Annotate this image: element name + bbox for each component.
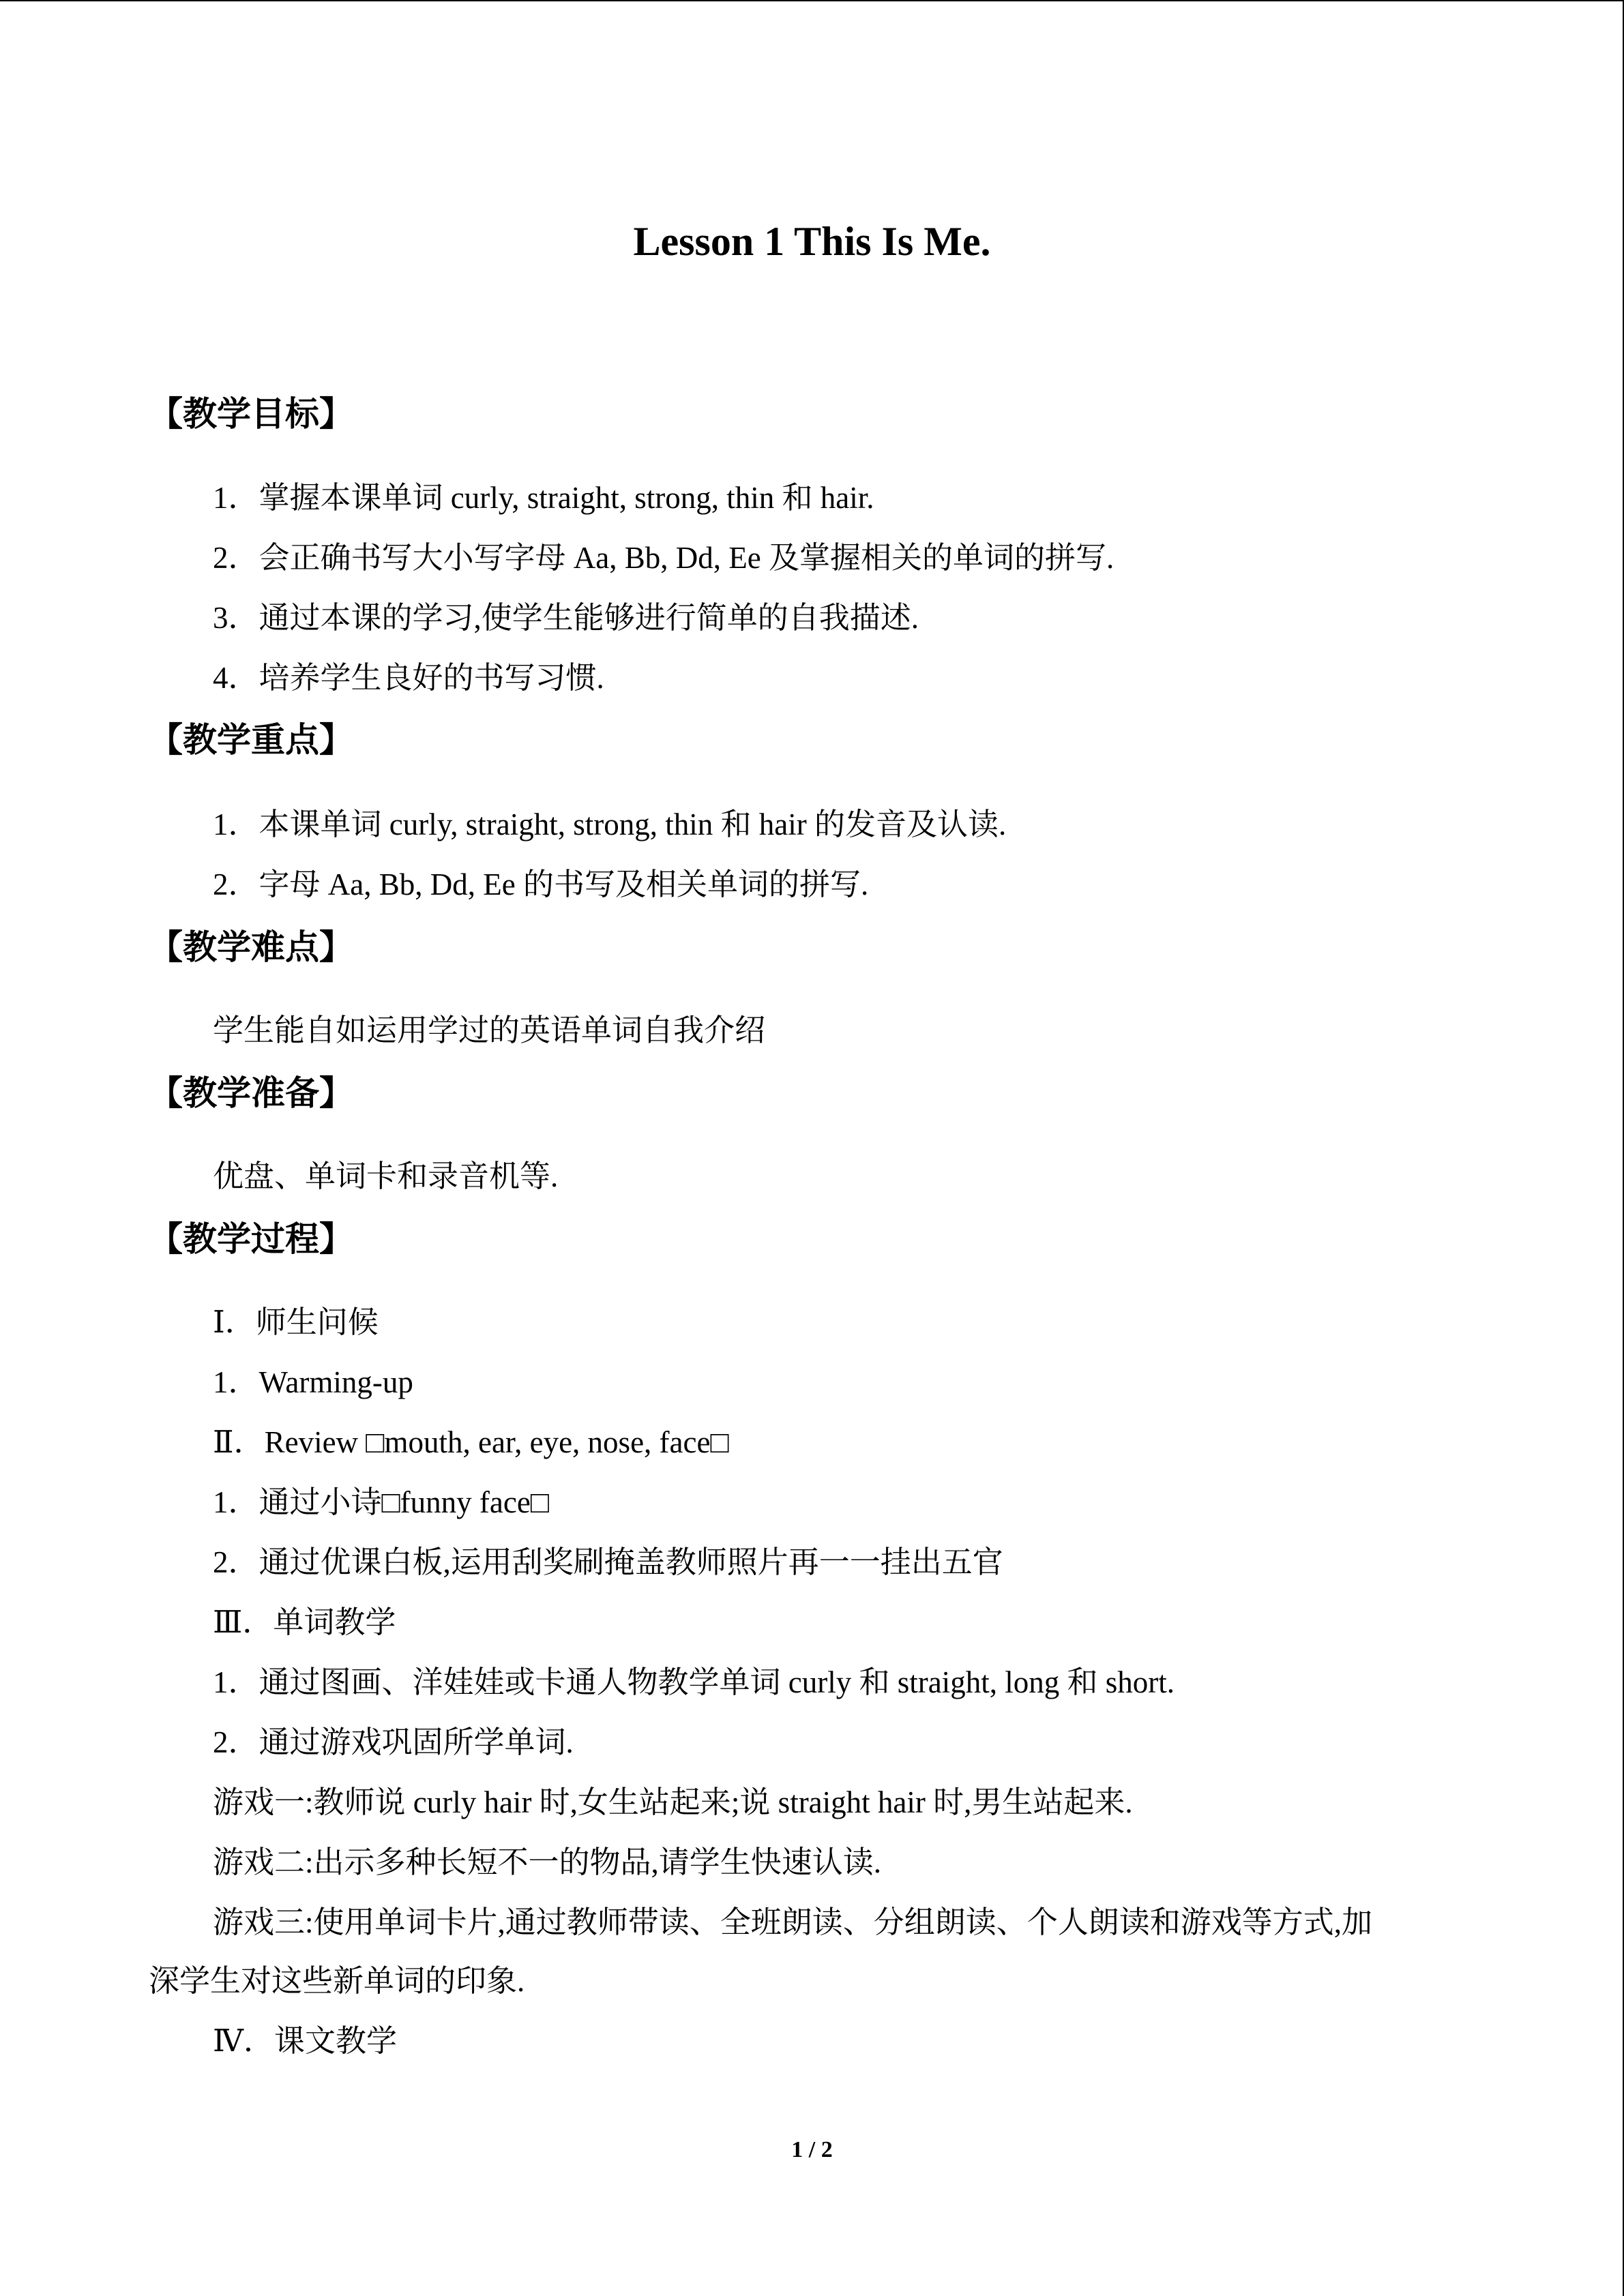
process-item-game3-line2: 深学生对这些新单词的印象. bbox=[149, 1964, 525, 1998]
process-item: 1．通过小诗□funny face□ bbox=[213, 1485, 550, 1519]
objective-item: 1．掌握本课单词 curly, straight, strong, thin 和 hair. bbox=[213, 481, 874, 515]
process-item: 2．通过游戏巩固所学单词. bbox=[213, 1725, 574, 1759]
process-item-game3-line1: 游戏三:使用单词卡片,通过教师带读、全班朗读、分组朗读、个人朗读和游戏等方式,加 bbox=[213, 1905, 1373, 1939]
page-number: 1 / 2 bbox=[791, 2137, 833, 2162]
heading-difficulties: 【教学难点】 bbox=[149, 927, 353, 967]
heading-preparation: 【教学准备】 bbox=[149, 1073, 353, 1113]
objective-item: 4．培养学生良好的书写习惯. bbox=[213, 661, 604, 695]
process-item: 1．通过图画、洋娃娃或卡通人物教学单词 curly 和 straight, long 和 short. bbox=[213, 1665, 1175, 1699]
key-point-item: 1．本课单词 curly, straight, strong, thin 和 hair 的发音及认读. bbox=[213, 807, 1007, 841]
key-point-item: 2．字母 Aa, Bb, Dd, Ee 的书写及相关单词的拼写. bbox=[213, 867, 869, 901]
process-item: Ⅰ．师生问候 bbox=[213, 1305, 379, 1339]
page-title: Lesson 1 This Is Me. bbox=[633, 219, 991, 264]
process-item: Ⅱ．Review □mouth, ear, eye, nose, face□ bbox=[213, 1425, 729, 1459]
preparation-text: 优盘、单词卡和录音机等. bbox=[213, 1159, 559, 1193]
difficulty-text: 学生能自如运用学过的英语单词自我介绍 bbox=[213, 1013, 766, 1047]
process-item: 2．通过优课白板,运用刮奖刷掩盖教师照片再一一挂出五官 bbox=[213, 1545, 1003, 1579]
process-item: Ⅳ．课文教学 bbox=[213, 2024, 397, 2058]
objective-item: 3．通过本课的学习,使学生能够进行简单的自我描述. bbox=[213, 601, 919, 635]
objective-item: 2．会正确书写大小写字母 Aa, Bb, Dd, Ee 及掌握相关的单词的拼写. bbox=[213, 541, 1114, 575]
process-item: 游戏一:教师说 curly hair 时,女生站起来;说 straight hair 时,男生站起来. bbox=[213, 1785, 1133, 1819]
heading-process: 【教学过程】 bbox=[149, 1219, 353, 1259]
heading-key-points: 【教学重点】 bbox=[149, 720, 353, 760]
process-item: 1．Warming-up bbox=[213, 1365, 413, 1399]
process-item: 游戏二:出示多种长短不一的物品,请学生快速认读. bbox=[213, 1845, 882, 1879]
heading-objectives: 【教学目标】 bbox=[149, 394, 353, 434]
process-item: Ⅲ．单词教学 bbox=[213, 1605, 396, 1639]
